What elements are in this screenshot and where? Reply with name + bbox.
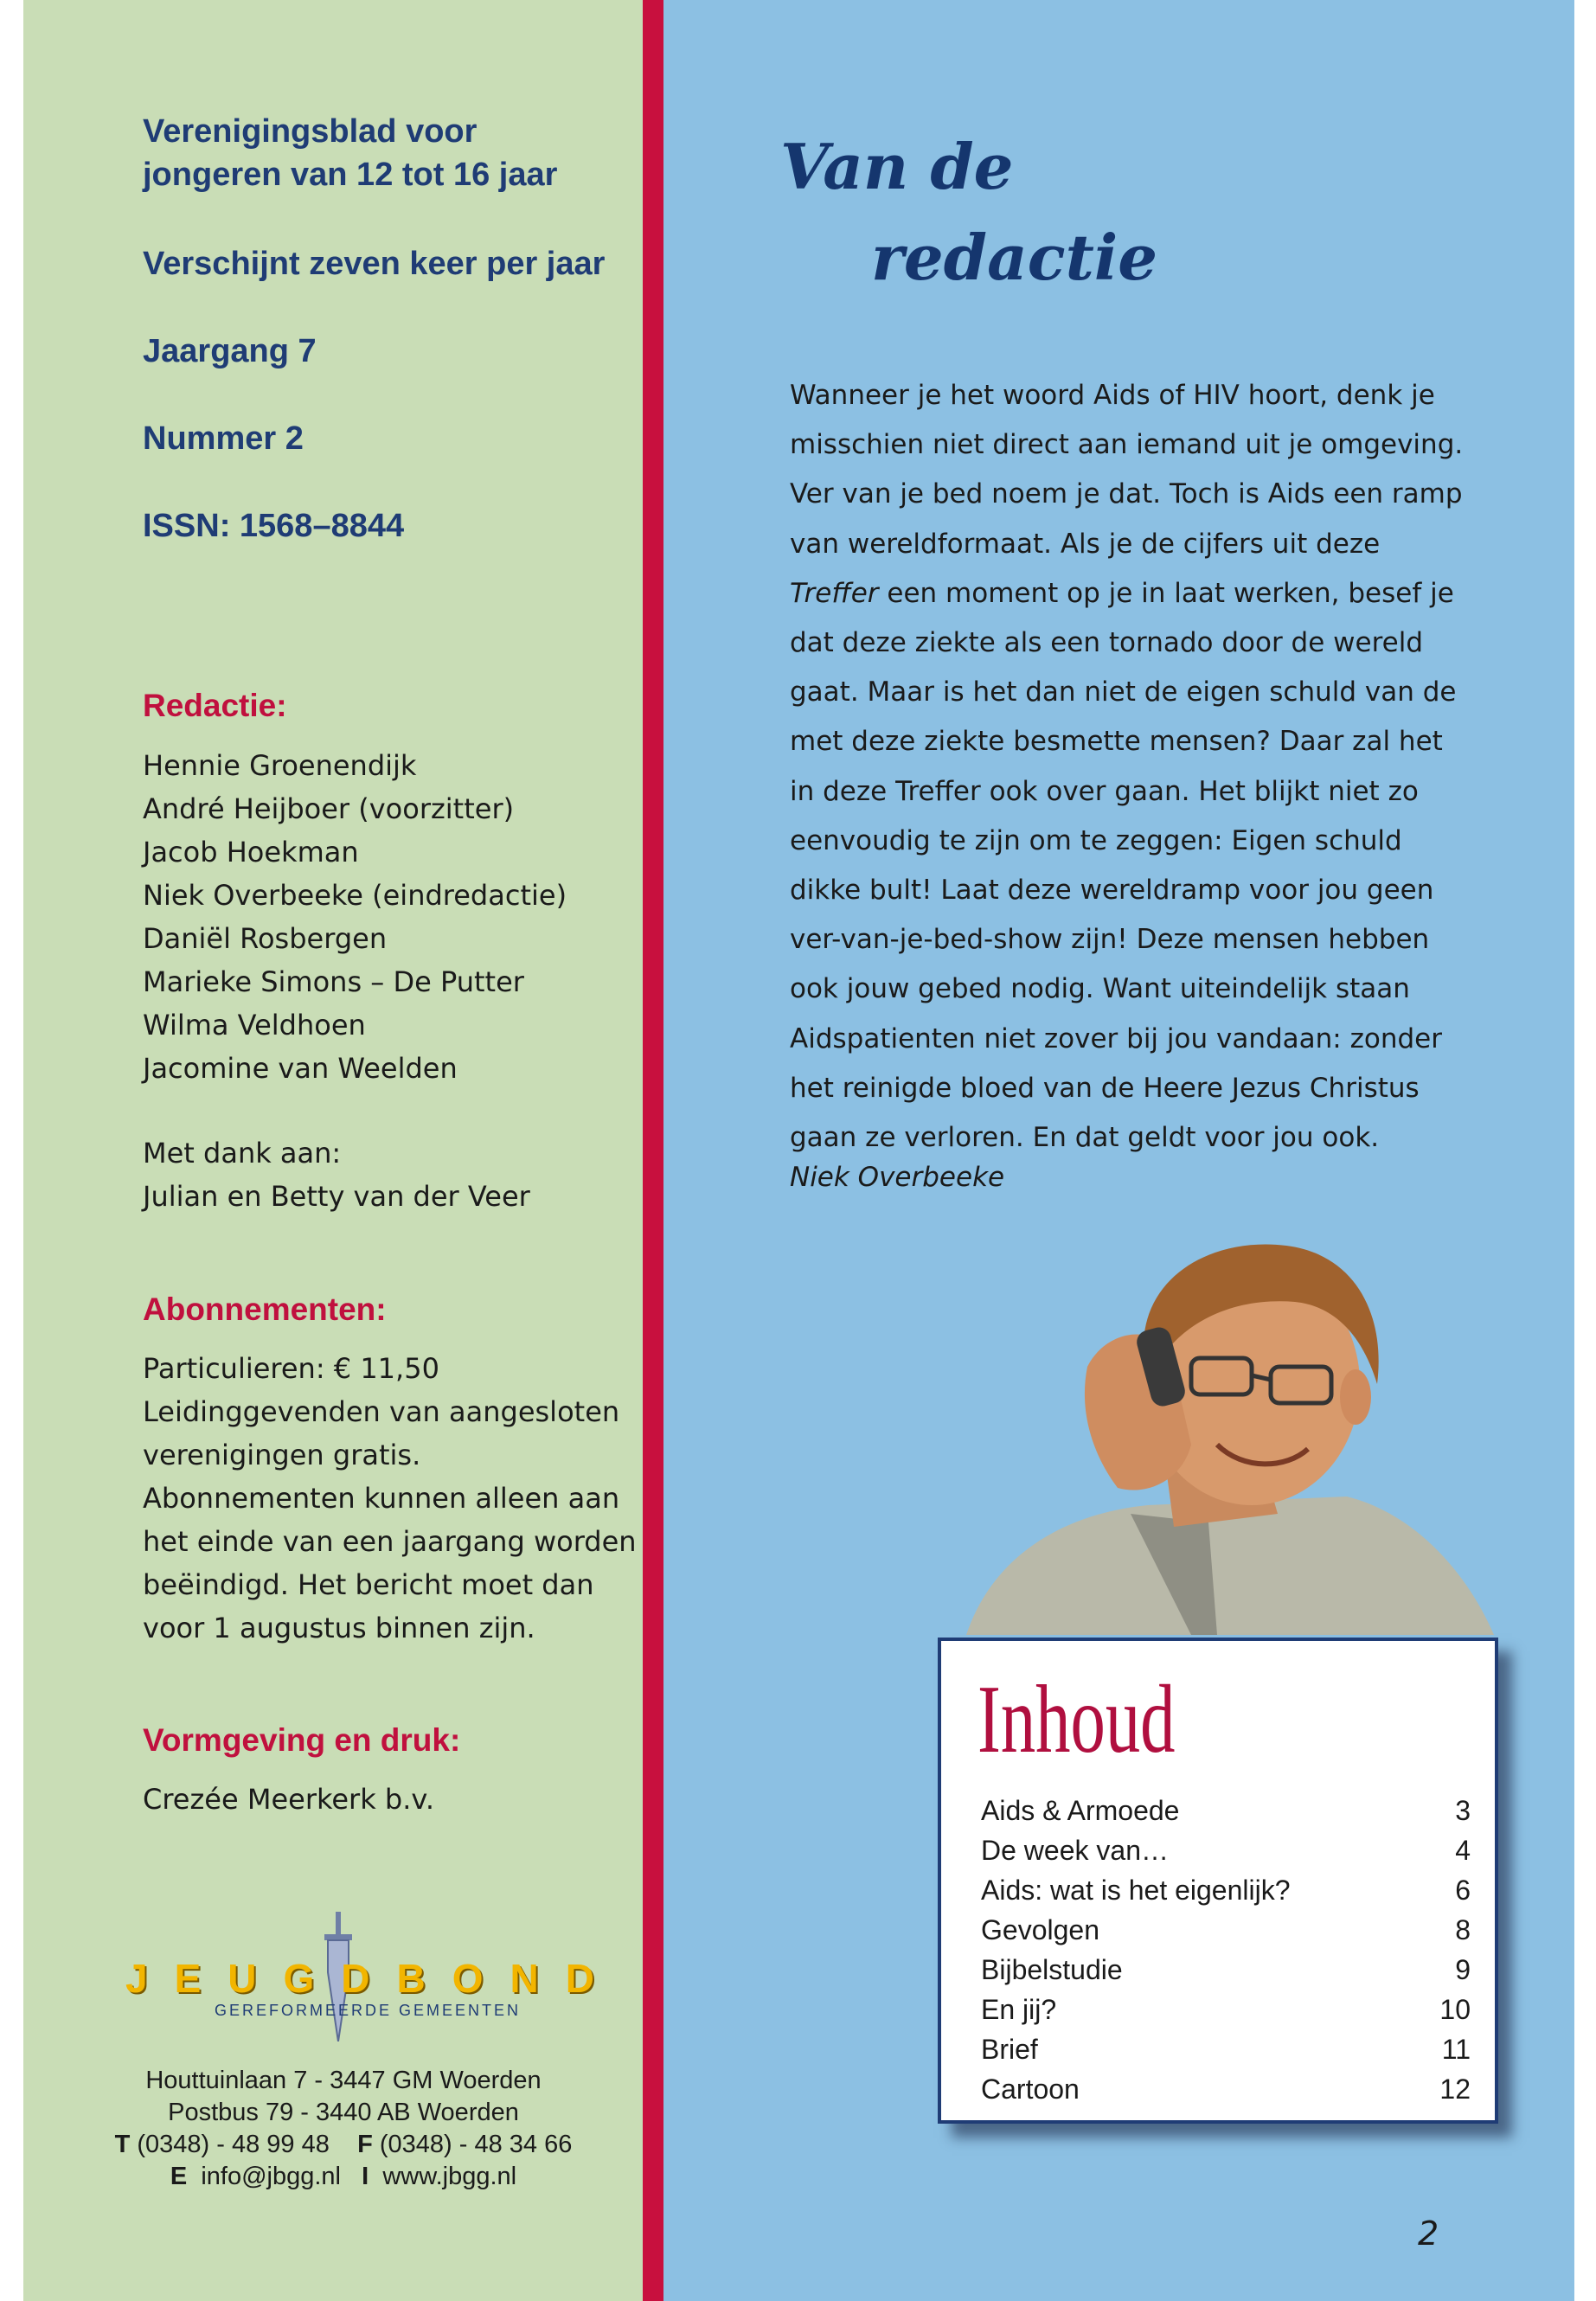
contents-item-page: 10 <box>1439 1994 1471 2025</box>
contents-item[interactable] <box>981 1830 1471 1870</box>
red-divider <box>643 0 663 2301</box>
address-phone-fax <box>101 2129 586 2161</box>
email-label: E <box>170 2163 188 2190</box>
contents-item-page: 8 <box>1455 1914 1471 1945</box>
contents-item-title: Gevolgen <box>981 1914 1099 1945</box>
abonnementen-line: Leidinggevenden van aangesloten <box>143 1395 620 1428</box>
redactie-member: Jacob Hoekman <box>143 836 359 868</box>
address-email-web <box>101 2161 586 2193</box>
publication-frequency: Verschijnt zeven keer per jaar <box>143 246 606 282</box>
contents-item-page: 4 <box>1455 1835 1471 1866</box>
masthead-line-2: jongeren van 12 tot 16 jaar <box>143 157 558 193</box>
redactie-heading: Redactie: <box>143 688 287 723</box>
redactie-members-list <box>143 744 567 1090</box>
contact-address <box>101 2065 586 2193</box>
abonnementen-line: Particulieren: € 11,50 <box>143 1352 439 1385</box>
thanks-block <box>143 1131 530 1218</box>
body-text-1: Wanneer je het woord Aids of HIV hoort, denk je misschien niet direct aan iemand uit je omgeving. Ver van je bed noem je dat. Toch is Aids een ramp van wereldformaat. Als je de cijfers uit deze <box>790 380 1464 560</box>
contents-item-page: 12 <box>1439 2073 1471 2105</box>
email-link[interactable]: info@jbgg.nl <box>201 2163 341 2190</box>
editorial-signature: Niek Overbeeke <box>790 1162 1005 1193</box>
contents-item-page: 6 <box>1455 1875 1471 1906</box>
contents-list <box>981 1791 1471 2109</box>
contents-item-title: Aids: wat is het eigenlijk? <box>981 1875 1291 1906</box>
contents-item-page: 3 <box>1455 1795 1471 1826</box>
thanks-label: Met dank aan: <box>143 1137 342 1170</box>
editorial-body <box>790 371 1473 1163</box>
editorial-heading <box>780 121 1157 303</box>
address-postbus: Postbus 79 - 3440 AB Woerden <box>168 2099 519 2126</box>
contents-item-title: En jij? <box>981 1994 1057 2025</box>
issue-number: Nummer 2 <box>143 420 304 457</box>
issn: ISSN: 1568–8844 <box>143 508 405 544</box>
redactie-member: Jacomine van Weelden <box>143 1052 458 1085</box>
jeugdbond-logo <box>125 1912 621 2050</box>
abonnementen-heading: Abonnementen: <box>143 1292 387 1327</box>
web-link[interactable]: www.jbgg.nl <box>382 2163 517 2190</box>
phone-label: T <box>114 2131 131 2158</box>
contents-item[interactable] <box>981 2069 1471 2109</box>
contents-item-title: Bijbelstudie <box>981 1954 1123 1985</box>
contents-item[interactable] <box>981 1990 1471 2029</box>
contents-title: Inhoud <box>977 1666 1176 1773</box>
body-italic-treffer: Treffer <box>790 577 879 609</box>
contents-item-title: De week van… <box>981 1835 1169 1866</box>
abonnementen-text <box>143 1347 637 1650</box>
contents-box <box>938 1638 1498 2124</box>
abonnementen-line: beëindigd. Het bericht moet dan <box>143 1568 594 1601</box>
magazine-page <box>23 0 1574 2301</box>
thanks-names: Julian en Betty van der Veer <box>143 1180 530 1213</box>
abonnementen-line: het einde van een jaargang worden <box>143 1525 637 1558</box>
web-label: I <box>362 2163 369 2190</box>
vormgeving-text: Crezée Meerkerk b.v. <box>143 1783 435 1816</box>
logo-subtitle: GEREFORMEERDE GEMEENTEN <box>214 2002 522 2019</box>
logo-name: JEUGDBOND <box>125 1956 621 2001</box>
contents-item[interactable] <box>981 1950 1471 1990</box>
contents-item-page: 11 <box>1441 2034 1471 2065</box>
redactie-member: Wilma Veldhoen <box>143 1009 366 1042</box>
contents-item-title: Cartoon <box>981 2073 1080 2105</box>
editorial-column <box>663 0 1574 2301</box>
contents-item[interactable] <box>981 2029 1471 2069</box>
vormgeving-heading: Vormgeving en druk: <box>143 1722 461 1758</box>
masthead-line-1: Verenigingsblad voor <box>143 113 478 150</box>
page-number: 2 <box>1418 2214 1439 2253</box>
editor-photo <box>932 1237 1503 1635</box>
redactie-member: André Heijboer (voorzitter) <box>143 792 515 825</box>
redactie-member: Marieke Simons – De Putter <box>143 965 524 998</box>
address-street: Houttuinlaan 7 - 3447 GM Woerden <box>145 2067 542 2094</box>
heading-line-1: Van de <box>780 130 1014 203</box>
heading-line-2: redactie <box>871 221 1157 294</box>
abonnementen-line: verenigingen gratis. <box>143 1439 421 1471</box>
abonnementen-line: Abonnementen kunnen alleen aan <box>143 1482 620 1515</box>
contents-item[interactable] <box>981 1910 1471 1950</box>
volume-number: Jaargang 7 <box>143 333 317 369</box>
contents-item[interactable] <box>981 1870 1471 1910</box>
phone-number: (0348) - 48 99 48 <box>137 2131 330 2158</box>
redactie-member: Daniël Rosbergen <box>143 922 388 955</box>
fax-label: F <box>357 2131 373 2158</box>
body-text-2: een moment op je in laat werken, besef je dat deze ziekte als een tornado door de wereld gaat. Maar is het dan niet de eigen schuld van de met deze ziekte besmette mensen? Daar zal het in deze Treffer ook over gaan. Het blijkt niet zo eenvoudig te zijn om te zeggen: Eigen schuld dikke bult! Laat deze wereldramp voor jou geen ver-van-je-bed-show zijn! Deze mensen hebben ook jouw gebed nodig. Want uiteindelijk staan Aidspatienten niet zover bij jou vandaan: zonder het reinigde bloed van de Heere Jezus Christus gaan ze verloren. En dat geldt voor jou ook. <box>790 577 1457 1154</box>
contents-item-title: Brief <box>981 2034 1038 2065</box>
masthead-description <box>143 110 557 196</box>
contents-item-page: 9 <box>1455 1954 1471 1985</box>
fax-number: (0348) - 48 34 66 <box>379 2131 573 2158</box>
redactie-member: Niek Overbeeke (eindredactie) <box>143 879 567 912</box>
redactie-member: Hennie Groenendijk <box>143 749 417 782</box>
colophon-column <box>23 0 643 2301</box>
abonnementen-line: voor 1 augustus binnen zijn. <box>143 1612 535 1644</box>
contents-item[interactable] <box>981 1791 1471 1830</box>
contents-item-title: Aids & Armoede <box>981 1795 1180 1826</box>
